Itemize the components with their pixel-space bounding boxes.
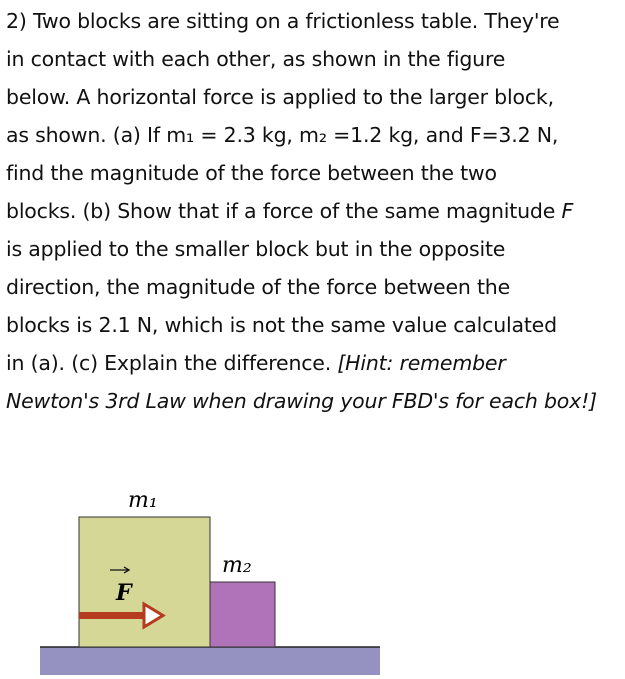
table	[40, 647, 380, 675]
line: blocks is 2.1 N, which is not the same value calculated	[6, 313, 557, 337]
line-text: in (a). (c) Explain the difference.	[6, 351, 338, 375]
hint-text: [Hint: remember	[337, 351, 506, 375]
m1-label: m₁	[128, 488, 158, 513]
line: direction, the magnitude of the force between the	[6, 275, 511, 299]
m2-label: m₂	[222, 553, 252, 578]
force-symbol: F	[561, 199, 574, 223]
line: in contact with each other, as shown in the figure	[6, 47, 506, 71]
line: find the magnitude of the force between the two	[6, 161, 497, 185]
line	[6, 192, 621, 230]
line: is applied to the smaller block but in the opposite	[6, 237, 506, 261]
problem-text	[6, 2, 621, 420]
line: 2) Two blocks are sitting on a frictionless table. They're	[6, 9, 560, 33]
hint-text: Newton's 3rd Law when drawing your FBD's for each box!]	[6, 389, 597, 413]
line: as shown. (a) If m₁ = 2.3 kg, m₂ =1.2 kg, and F=3.2 N,	[6, 123, 559, 147]
line: below. A horizontal force is applied to the larger block,	[6, 85, 554, 109]
force-label: F	[116, 580, 132, 606]
line	[6, 344, 621, 382]
force-arrow-shaft	[79, 612, 145, 619]
line-text: blocks. (b) Show that if a force of the same magnitude	[6, 199, 562, 223]
block-m2	[210, 582, 275, 647]
blocks-figure	[0, 480, 400, 679]
